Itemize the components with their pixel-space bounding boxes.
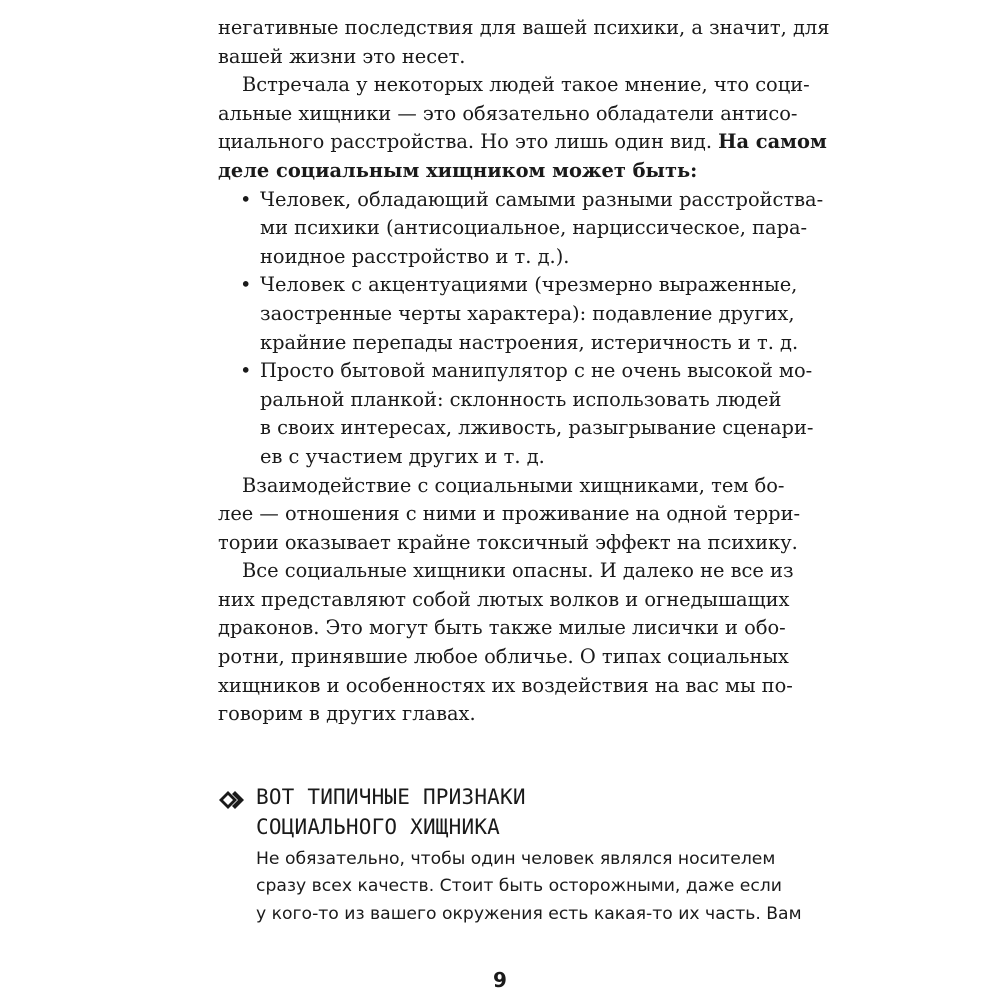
- section-title: [256, 782, 770, 842]
- text-line: крайние перепады настроения, истеричность и т. д.: [260, 330, 799, 354]
- text-line: них представляют собой лютых волков и огнедышащих: [218, 587, 790, 611]
- text-line: сразу всех качеств. Стоит быть осторожными, даже если: [256, 876, 782, 897]
- text-line: Все социальные хищники опасны. И далеко не все из: [242, 559, 794, 583]
- bold-text-line: деле социальным хищником может быть:: [218, 158, 698, 182]
- text-line: альные хищники — это обязательно обладатели антисо-: [218, 101, 798, 125]
- text-line: заостренные черты характера): подавление других,: [260, 301, 795, 325]
- bullet-marker: •: [240, 273, 252, 297]
- text-line: хищников и особенностях их воздействия на вас мы по-: [218, 673, 793, 697]
- bullet-item-2: [218, 271, 799, 357]
- paragraph-4: [218, 557, 794, 729]
- text-line: ротни, принявшие любое обличье. О типах социальных: [218, 645, 789, 669]
- bullet-marker: •: [240, 187, 252, 211]
- text-line: ральной планкой: склонность использовать людей: [260, 387, 782, 411]
- paragraph-1: [218, 14, 830, 71]
- text-line: Встречала у некоторых людей такое мнение, что соци-: [242, 73, 810, 97]
- text-line: Не обязательно, чтобы один человек являлся носителем: [256, 849, 776, 869]
- paragraph-2: [218, 71, 827, 185]
- text-line-with-bold: [218, 128, 827, 157]
- section-title-line: СОЦИАЛЬНОГО ХИЩНИКА: [256, 815, 501, 839]
- text-line: у кого-то из вашего окружения есть какая-то их часть. Вам: [256, 903, 802, 924]
- section-heading: [218, 782, 770, 842]
- text-line: ноидное расстройство и т. д.).: [260, 244, 570, 268]
- bold-text: На самом: [718, 130, 827, 154]
- text-line: Человек с акцентуациями (чрезмерно выраженные,: [260, 273, 798, 297]
- text-line: ев с участием других и т. д.: [260, 444, 545, 468]
- text-line: драконов. Это могут быть также милые лисички и обо-: [218, 616, 786, 640]
- text-line: Просто бытовой манипулятор с не очень высокой мо-: [260, 359, 813, 383]
- text-line: говорим в других главах.: [218, 702, 476, 726]
- diamond-arrow-icon: [218, 790, 248, 810]
- text-line: лее — отношения с ними и проживание на одной терри-: [218, 502, 801, 526]
- section-body: [256, 846, 802, 928]
- bullet-item-1: [218, 186, 824, 272]
- text-line: ми психики (антисоциальное, нарциссическое, пара-: [260, 216, 808, 240]
- page-number: 9: [493, 968, 507, 992]
- text-segment: циального расстройства. Но это лишь один вид.: [218, 130, 712, 154]
- text-line: тории оказывает крайне токсичный эффект на психику.: [218, 530, 798, 554]
- text-line: вашей жизни это несет.: [218, 44, 466, 68]
- bullet-item-3: [218, 357, 814, 471]
- text-line: негативные последствия для вашей психики, а значит, для: [218, 16, 830, 39]
- book-page-text: [218, 14, 830, 729]
- paragraph-3: [218, 472, 801, 558]
- bullet-marker: •: [240, 359, 252, 383]
- text-line: Взаимодействие с социальными хищниками, тем бо-: [242, 473, 785, 497]
- text-line: Человек, обладающий самыми разными расстройства-: [260, 187, 824, 211]
- section-title-line: ВОТ ТИПИЧНЫЕ ПРИЗНАКИ: [256, 785, 526, 809]
- text-line: в своих интересах, лживость, разыгрывание сценари-: [260, 416, 814, 440]
